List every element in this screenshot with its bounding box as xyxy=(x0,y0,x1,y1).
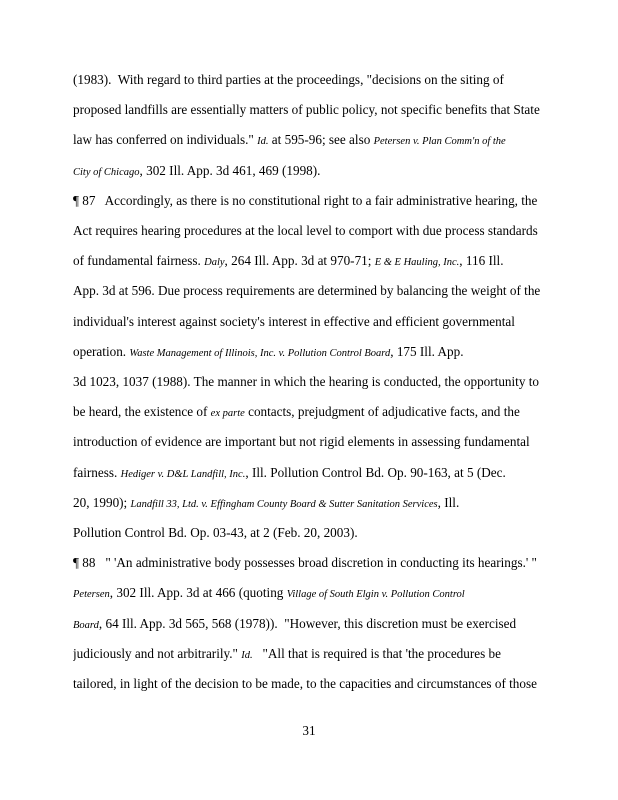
text-line xyxy=(73,72,603,88)
text-line xyxy=(73,223,603,239)
citation-text: Board xyxy=(73,619,99,631)
text-segment: tailored, in light of the decision to be made, to the capacities and circumstances of those xyxy=(73,676,537,691)
text-segment: operation. xyxy=(73,343,130,359)
citation-text: Id. xyxy=(241,649,253,661)
citation-text: Petersen xyxy=(73,589,110,601)
text-segment: Act requires hearing procedures at the local level to comport with due process standards xyxy=(73,223,538,238)
text-segment: individual's interest against society's interest in effective and efficient governmental xyxy=(73,313,515,329)
text-line xyxy=(73,555,603,571)
text-segment: proposed landfills are essentially matters of public policy, not specific benefits that State xyxy=(73,102,540,118)
text-segment: law has conferred on individuals." xyxy=(73,132,258,148)
text-line xyxy=(73,253,603,271)
text-segment: Pollution Control Bd. Op. 03-43, at 2 (Feb. 20, 2003). xyxy=(73,525,358,540)
text-line xyxy=(73,283,603,299)
text-line xyxy=(73,374,603,390)
text-segment: , 264 Ill. App. 3d at 970-71; xyxy=(224,253,375,269)
text-segment: App. 3d at 596. Due process requirements are determined by balancing the weight of the xyxy=(73,283,541,299)
text-segment: 20, 1990); xyxy=(73,494,131,510)
text-line xyxy=(73,102,603,118)
text-line xyxy=(73,163,603,181)
text-line xyxy=(73,616,603,634)
text-line xyxy=(73,193,603,209)
text-line xyxy=(73,525,603,541)
citation-text: Village of South Elgin v. Pollution Control xyxy=(286,589,465,601)
text-segment: fairness. xyxy=(73,464,121,480)
text-segment: , Ill. Pollution Control Bd. Op. 90-163, at 5 (Dec. xyxy=(245,464,506,480)
text-segment: , 116 Ill. xyxy=(459,253,504,269)
text-line xyxy=(73,646,603,664)
text-segment: judiciously and not arbitrarily." xyxy=(73,645,242,661)
text-segment: (1983). With regard to third parties at the proceedings, "decisions on the siting of xyxy=(73,72,504,87)
citation-text: E & E Hauling, Inc. xyxy=(374,257,460,269)
text-segment: , Ill. xyxy=(437,494,460,510)
text-segment: contacts, prejudgment of adjudicative facts, and the xyxy=(244,404,520,420)
citation-text: Petersen v. Plan Comm'n of the xyxy=(373,136,506,148)
text-line xyxy=(73,465,603,483)
text-line xyxy=(73,404,603,422)
text-segment: , 64 Ill. App. 3d 565, 568 (1978)). "However, this discretion must be exercised xyxy=(98,615,517,631)
text-segment: ¶ 88 " 'An administrative body possesses broad discretion in conducting its hearings.' " xyxy=(73,555,537,571)
text-line xyxy=(73,495,603,513)
citation-text: Hediger v. D&L Landfill, Inc. xyxy=(120,468,246,480)
text-line xyxy=(73,434,603,450)
citation-text: ex parte xyxy=(210,408,245,420)
text-segment: ¶ 87 Accordingly, as there is no constitutional right to a fair administrative hearing, the xyxy=(73,192,538,208)
text-segment: , 302 Ill. App. 3d 461, 469 (1998). xyxy=(139,162,321,178)
text-segment: , 302 Ill. App. 3d at 466 (quoting xyxy=(109,585,287,601)
text-segment: "All that is required is that 'the procedures be xyxy=(252,645,501,661)
text-line xyxy=(73,314,603,330)
text-segment: of fundamental fairness. xyxy=(73,253,205,269)
text-segment: introduction of evidence are important but not rigid elements in assessing fundamental xyxy=(73,434,530,450)
text-segment: , 175 Ill. App. xyxy=(390,343,464,359)
citation-text: City of Chicago xyxy=(73,166,140,178)
citation-text: Waste Management of Illinois, Inc. v. Pollution Control Board xyxy=(129,347,391,359)
text-line xyxy=(73,585,603,603)
citation-text: Id. xyxy=(257,136,269,148)
text-segment: 3d 1023, 1037 (1988). The manner in which the hearing is conducted, the opportunity to xyxy=(73,374,539,389)
text-line xyxy=(73,344,603,362)
text-segment: be heard, the existence of xyxy=(73,404,211,420)
text-line xyxy=(73,676,603,692)
citation-text: Landfill 33, Ltd. v. Effingham County Board & Sutter Sanitation Services xyxy=(130,498,438,510)
text-segment: at 595-96; see also xyxy=(268,132,374,148)
text-line xyxy=(73,132,603,150)
citation-text: Daly xyxy=(204,257,225,269)
page-number: 31 xyxy=(302,723,316,738)
